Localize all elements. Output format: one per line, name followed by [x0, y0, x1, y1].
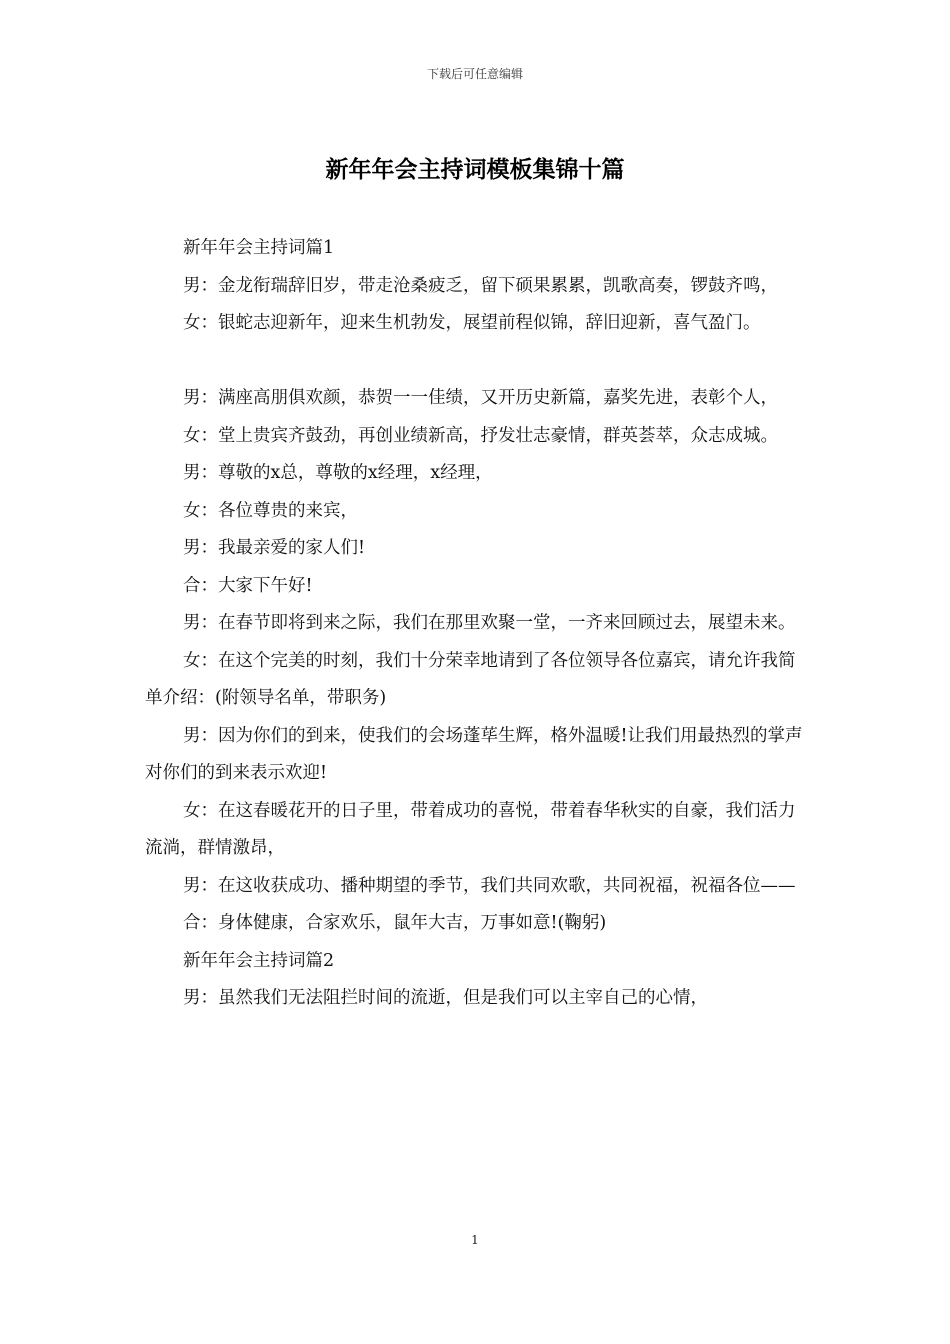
section-heading-1: 新年年会主持词篇1: [183, 238, 335, 258]
dialogue-line: 合：身体健康，合家欢乐，鼠年大吉，万事如意!(鞠躬): [183, 913, 607, 933]
dialogue-line: 男：在这收获成功、播种期望的季节，我们共同欢歌，共同祝福，祝福各位——: [183, 875, 796, 896]
section-heading-2: 新年年会主持词篇2: [183, 950, 335, 971]
dialogue-line: 男：金龙衔瑞辞旧岁，带走沧桑疲乏，留下硕果累累，凯歌高奏，锣鼓齐鸣，: [183, 275, 778, 296]
dialogue-line: 女：堂上贵宾齐鼓劲，再创业绩新高，抒发壮志豪情，群英荟萃，众志成城。: [183, 425, 778, 446]
dialogue-line: 男：因为你们的到来，使我们的会场蓬荜生辉，格外温暖!让我们用最热烈的掌声对你们的到来表示欢迎!: [145, 725, 803, 783]
page-header-note: 下载后可任意编辑: [426, 67, 523, 81]
document-title: 新年年会主持词模板集锦十篇: [325, 156, 625, 183]
dialogue-line: 男：满座高朋俱欢颜，恭贺一一佳绩，又开历史新篇，嘉奖先进，表彰个人，: [183, 388, 778, 408]
dialogue-line: 女：各位尊贵的来宾，: [183, 500, 358, 521]
dialogue-line: 男：尊敬的x总，尊敬的x经理，x经理，: [183, 463, 493, 483]
dialogue-line: 女：在这个完美的时刻，我们十分荣幸地请到了各位领导各位嘉宾，请允许我简单介绍：(附领导名单，带职务): [145, 650, 796, 708]
page-number: 1: [471, 1233, 479, 1247]
dialogue-line: 男：在春节即将到来之际，我们在那里欢聚一堂，一齐来回顾过去，展望未来。: [183, 613, 796, 633]
dialogue-line: 合：大家下午好!: [183, 575, 313, 596]
dialogue-line: 男：我最亲爱的家人们!: [183, 538, 366, 558]
dialogue-line: 男：虽然我们无法阻拦时间的流逝，但是我们可以主宰自己的心情，: [183, 988, 708, 1008]
document-body: [145, 230, 811, 1018]
blank-line: [145, 343, 811, 381]
dialogue-line: 女：在这春暖花开的日子里，带着成功的喜悦，带着春华秋实的自豪，我们活力流淌，群情激昂，: [145, 800, 796, 858]
dialogue-line: 女：银蛇志迎新年，迎来生机勃发，展望前程似锦，辞旧迎新，喜气盈门。: [183, 313, 761, 333]
